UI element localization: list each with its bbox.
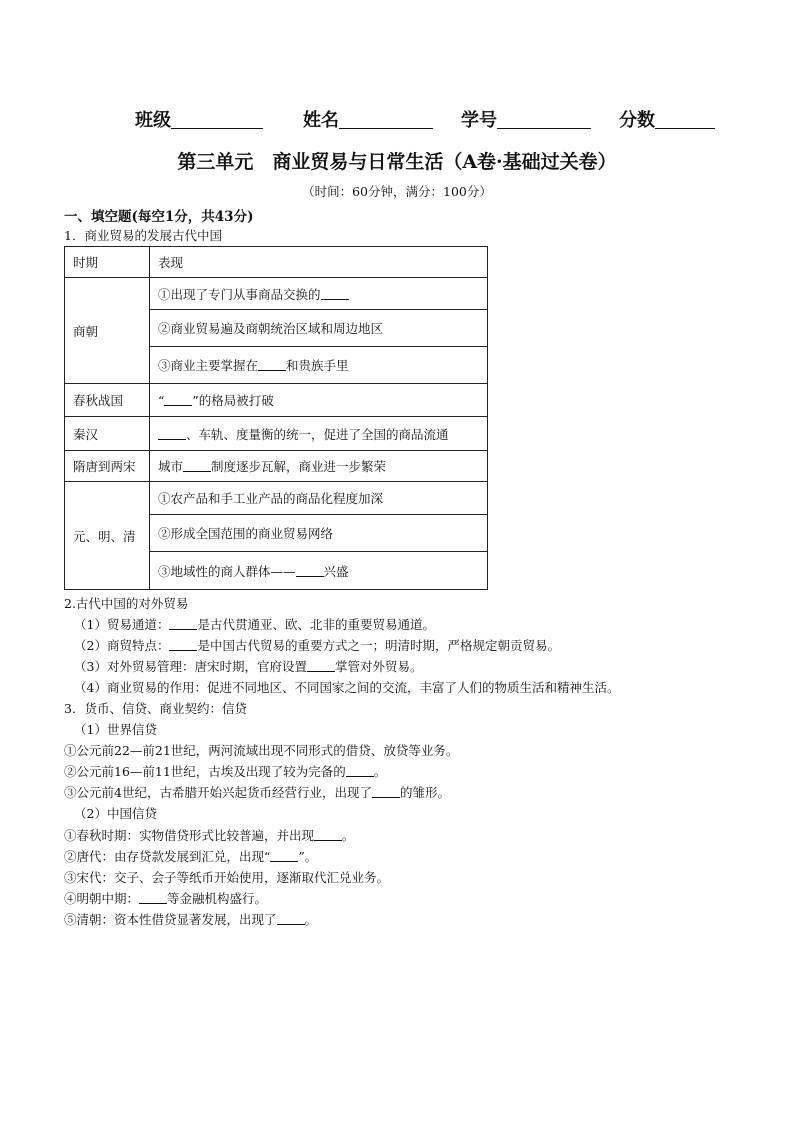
answer-blank[interactable] xyxy=(346,764,374,777)
q2-line-4: （4）商业贸易的作用：促进不同地区、不同国家之间的交流，丰富了人们的物质生活和精神生活。 xyxy=(74,680,620,695)
question-1-title: 1．商业贸易的发展古代中国 xyxy=(64,228,222,243)
answer-blank[interactable] xyxy=(296,564,324,577)
table-header-row xyxy=(65,247,488,278)
answer-blank[interactable] xyxy=(139,891,167,904)
question-3-title: 3．货币、信贷、商业契约：信贷 xyxy=(64,701,247,716)
answer-blank[interactable] xyxy=(314,828,342,841)
answer-blank[interactable] xyxy=(307,659,335,672)
table-row xyxy=(65,278,488,310)
q3-china-line-1: ①春秋时期：实物借贷形式比较普遍，并出现 。 xyxy=(64,828,355,843)
answer-blank[interactable] xyxy=(158,427,186,440)
ymq-item-1: ①农产品和手工业产品的商品化程度加深 xyxy=(150,482,488,515)
score-field[interactable]: 分数 xyxy=(619,106,715,132)
q3-china-line-4: ④明朝中期： 等金融机构盛行。 xyxy=(64,891,268,906)
period-chunqiu-zhanguo: 春秋战国 xyxy=(65,384,150,417)
section-heading-fill-blank: 一、填空题(每空1分，共43分) xyxy=(64,209,254,225)
period-sui-tang-song: 隋唐到两宋 xyxy=(65,451,150,482)
q3-china-line-5: ⑤清朝：资本性借贷显著发展，出现了 。 xyxy=(64,912,318,927)
header-description: 表现 xyxy=(150,247,488,278)
answer-blank[interactable] xyxy=(164,393,192,406)
answer-blank[interactable] xyxy=(277,912,305,925)
answer-blank[interactable] xyxy=(169,638,197,651)
qinhan-item: 、车轨、度量衡的统一，促进了全国的商品流通 xyxy=(150,417,488,451)
answer-blank[interactable] xyxy=(258,358,286,371)
q2-line-3: （3）对外贸易管理：唐宋时期，官府设置 掌管对外贸易。 xyxy=(74,659,423,674)
answer-blank[interactable] xyxy=(183,459,211,472)
shang-item-2: ②商业贸易遍及商朝统治区域和周边地区 xyxy=(150,310,488,347)
period-shang: 商朝 xyxy=(65,278,150,384)
q3-world-line-3: ③公元前4世纪，古希腊开始兴起货币经营行业，出现了 的雏形。 xyxy=(64,785,450,800)
q3-china-line-3: ③宋代：交子、会子等纸币开始使用，逐渐取代汇兑业务。 xyxy=(64,870,390,885)
answer-blank[interactable] xyxy=(270,849,298,862)
page-title: 第三单元 商业贸易与日常生活（A卷·基础过关卷） xyxy=(177,151,617,173)
answer-blank[interactable] xyxy=(372,785,400,798)
shang-item-3: ③商业主要掌握在 和贵族手里 xyxy=(150,347,488,384)
question-2-title: 2.古代中国的对外贸易 xyxy=(64,596,189,611)
shang-item-1: ①出现了专门从事商品交换的 xyxy=(150,278,488,310)
commerce-development-table xyxy=(64,246,488,590)
table-row xyxy=(65,451,488,482)
ymq-item-3: ③地域性的商人群体—— 兴盛 xyxy=(150,552,488,590)
score-blank[interactable] xyxy=(655,110,715,129)
exam-time-info: （时间：60分钟，满分：100分） xyxy=(302,184,492,199)
table-row xyxy=(65,384,488,417)
chunqiu-item: “ ”的格局被打破 xyxy=(150,384,488,417)
header-period: 时期 xyxy=(65,247,150,278)
student-id-blank[interactable] xyxy=(497,110,591,129)
q3-world-credit-heading: （1）世界信贷 xyxy=(74,722,157,737)
answer-blank[interactable] xyxy=(321,287,349,300)
name-field[interactable]: 姓名 xyxy=(303,106,433,132)
student-info-fields xyxy=(135,106,715,132)
class-field[interactable]: 班级 xyxy=(135,106,263,132)
class-blank[interactable] xyxy=(171,110,263,129)
table-row xyxy=(65,482,488,515)
table-row xyxy=(65,417,488,451)
ymq-item-2: ②形成全国范围的商业贸易网络 xyxy=(150,515,488,552)
answer-blank[interactable] xyxy=(169,617,197,630)
q2-line-1: （1）贸易通道： 是古代贯通亚、欧、北非的重要贸易通道。 xyxy=(74,617,435,632)
q3-world-line-2: ②公元前16—前11世纪，古埃及出现了较为完备的 。 xyxy=(64,764,387,779)
period-yuan-ming-qing: 元、明、清 xyxy=(65,482,150,590)
period-qin-han: 秦汉 xyxy=(65,417,150,451)
q3-china-line-2: ②唐代：由存贷款发展到汇兑，出现“ ”。 xyxy=(64,849,318,864)
q2-line-2: （2）商贸特点： 是中国古代贸易的重要方式之一；明清时期，严格规定朝贡贸易。 xyxy=(74,638,560,653)
student-id-field[interactable]: 学号 xyxy=(461,106,591,132)
q3-china-credit-heading: （2）中国信贷 xyxy=(74,806,157,821)
q3-world-line-1: ①公元前22—前21世纪，两河流域出现不同形式的借贷、放贷等业务。 xyxy=(64,743,459,758)
name-blank[interactable] xyxy=(339,110,433,129)
suitang-item: 城市 制度逐步瓦解，商业进一步繁荣 xyxy=(150,451,488,482)
